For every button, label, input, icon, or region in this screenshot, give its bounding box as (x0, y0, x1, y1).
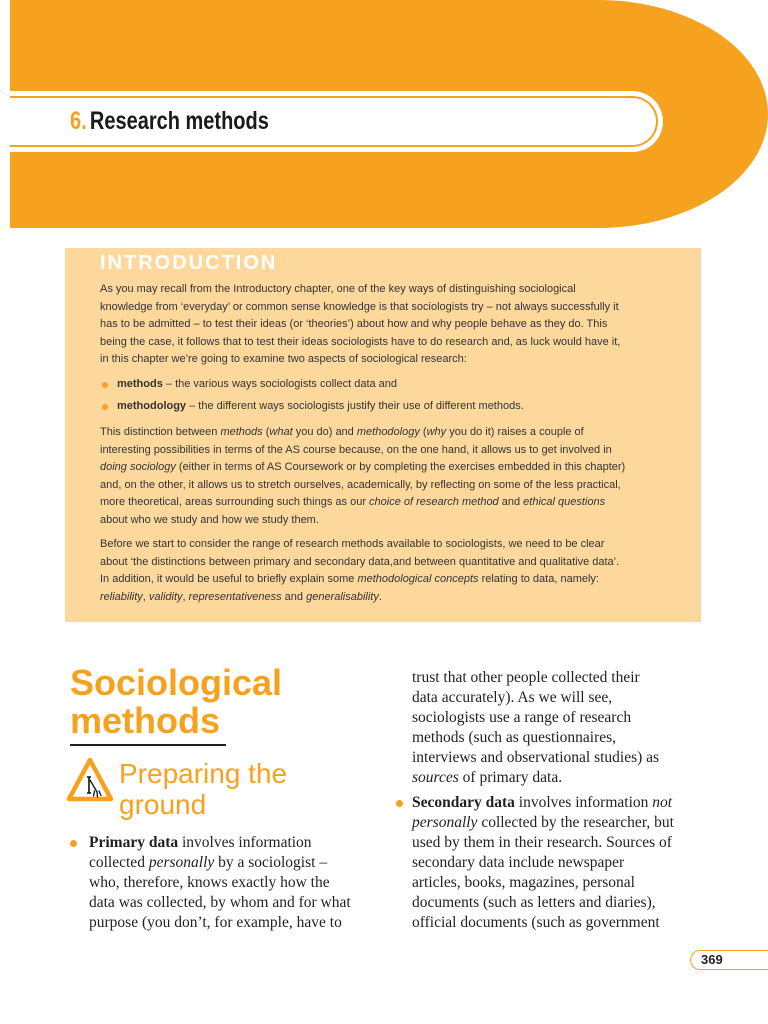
text-line (100, 589, 619, 607)
text-run: In addition, it would be useful to briefly explain some (100, 573, 358, 585)
text-run: and, on the other, it allows us to stretch ourselves, academically, by reflecting on some of the less practical, (100, 478, 621, 491)
text-run: about who we study and how we study them. (100, 513, 319, 526)
text-run: , (142, 590, 149, 603)
text-run: – the different ways sociologists justify their use of different methods. (186, 400, 524, 412)
section-heading (70, 664, 282, 740)
text-line (100, 281, 620, 299)
text-run: – the various ways sociologists collect data and (162, 378, 398, 390)
text-line (412, 668, 659, 688)
text-line (100, 316, 620, 334)
text-run: you do it) raises a couple of (446, 426, 584, 438)
page-number: 369 (701, 952, 723, 967)
italic-text: methodological concepts (357, 573, 479, 585)
text-line (100, 554, 619, 572)
italic-text: validity (148, 590, 183, 603)
text-line (100, 424, 625, 442)
text-run: interesting possibilities in terms of the AS course because, on the one hand, it allows us to get involved in (100, 443, 612, 456)
text-line (89, 833, 351, 853)
text-line (412, 768, 659, 788)
text-line (412, 853, 674, 873)
introduction-paragraph-1 (100, 281, 620, 369)
text-run: about ‘the distinctions between primary and secondary data,and between quantitative and qualitative data’. (100, 555, 620, 568)
italic-text: methods (220, 426, 263, 438)
text-line (412, 913, 674, 933)
subheading (119, 758, 287, 820)
text-run: by a sociologist – (214, 854, 328, 871)
bold-text: methods (117, 378, 163, 390)
bold-text: methodology (117, 400, 187, 412)
text-line (89, 913, 351, 933)
italic-text: not (652, 794, 673, 811)
italic-text: doing sociology (100, 461, 176, 473)
chapter-title (70, 106, 269, 136)
text-run: This distinction between (100, 426, 221, 438)
text-run: (either in terms of AS Coursework or by completing the exercises embedded in this chapter) (175, 461, 626, 473)
text-run: and (281, 590, 307, 603)
text-run: collected (89, 854, 149, 871)
text-run: collected by the researcher, but (477, 814, 674, 831)
text-line (412, 833, 674, 853)
italic-text: reliability (100, 590, 143, 603)
chapter-number: 6. (70, 107, 87, 135)
text-run: ( (262, 426, 270, 438)
subheading-line: Preparing the (119, 758, 288, 789)
introduction-bullet-methodology (117, 398, 524, 416)
text-line (100, 494, 625, 512)
italic-text: ethical questions (523, 496, 606, 508)
introduction-paragraph-3 (100, 536, 619, 606)
text-line (100, 351, 620, 369)
text-line (100, 512, 625, 530)
text-run: ( (419, 426, 427, 438)
bold-text: Primary data (89, 834, 179, 851)
primary-data-text-column-1 (89, 833, 351, 933)
italic-text: choice of research method (369, 496, 499, 508)
text-run: relating to data, namely: (478, 573, 599, 585)
text-run: involves information (178, 834, 312, 851)
text-run: in this chapter we’re going to examine two aspects of sociological research: (100, 353, 467, 365)
bullet-icon (102, 404, 108, 410)
text-run: methods (such as questionnaires, (412, 729, 617, 746)
text-run: official documents (such as government (412, 914, 660, 931)
text-run: articles, books, magazines, personal (412, 874, 635, 891)
text-line (412, 813, 674, 833)
text-run: used by them in their research. Sources of (412, 834, 672, 851)
text-line (412, 873, 674, 893)
text-line (412, 708, 659, 728)
text-run: more theoretical, areas surrounding such things as our (100, 496, 370, 508)
text-run: data accurately). As we will see, (412, 689, 613, 706)
text-line (117, 376, 397, 394)
italic-text: methodology (356, 426, 420, 438)
text-run: sociologists use a range of research (412, 709, 632, 726)
text-run: As you may recall from the Introductory chapter, one of the key ways of distinguishing sociological (100, 283, 576, 295)
text-line (89, 853, 351, 873)
text-run: you do) and (292, 426, 357, 438)
italic-text: why (426, 426, 447, 438)
triangle-sign-graphic (66, 756, 114, 803)
introduction-bullet-methods (117, 376, 397, 394)
chapter-title-text: Research methods (89, 107, 269, 135)
text-run: of primary data. (458, 769, 563, 786)
text-run: secondary data include newspaper (412, 854, 625, 871)
text-line (412, 793, 674, 813)
text-run: . (378, 590, 382, 603)
text-run: interviews and observational studies) as (412, 749, 660, 766)
section-heading-rule (70, 744, 226, 746)
italic-text: what (269, 426, 293, 438)
text-run: Before we start to consider the range of research methods available to sociologists, we need to be clear (100, 538, 605, 550)
text-run: purpose (you don’t, for example, have to (89, 914, 342, 931)
text-run: data was collected, by whom and for what (89, 894, 351, 911)
italic-text: generalisability (306, 590, 379, 603)
triangle-sign-icon (66, 756, 114, 803)
subheading-line: ground (119, 789, 207, 820)
bullet-icon (102, 382, 108, 388)
italic-text: sources (412, 769, 459, 786)
text-line (412, 688, 659, 708)
text-line (100, 299, 620, 317)
text-run: documents (such as letters and diaries), (412, 894, 656, 911)
text-run: knowledge from ‘everyday’ or common sense knowledge is that sociologists try – not always successfully it (100, 300, 619, 313)
section-heading-line: Sociological (70, 662, 283, 703)
text-line (100, 459, 625, 477)
text-line (100, 477, 625, 495)
text-run: , (182, 590, 189, 603)
text-line (412, 748, 659, 768)
text-run: being the case, it follows that to test their ideas sociologists have to do research and, as luck would have it, (100, 335, 621, 348)
introduction-heading: INTRODUCTION (100, 252, 278, 274)
bullet-icon (70, 840, 77, 847)
text-line (117, 398, 524, 416)
text-run: who, therefore, knows exactly how the (89, 874, 330, 891)
bold-text: Secondary data (412, 794, 515, 811)
text-line (89, 873, 351, 893)
text-line (89, 893, 351, 913)
secondary-data-text (412, 793, 674, 933)
text-line (412, 728, 659, 748)
italic-text: representativeness (188, 590, 282, 603)
text-run: and (498, 496, 524, 508)
italic-text: personally (148, 854, 215, 871)
text-line (100, 334, 620, 352)
text-run: involves information (514, 794, 653, 811)
bullet-icon (396, 800, 403, 807)
text-line (412, 893, 674, 913)
primary-data-text-column-2 (412, 668, 659, 788)
section-heading-line: methods (70, 700, 221, 741)
italic-text: personally (412, 814, 478, 831)
text-line (100, 442, 625, 460)
text-run: has to be admitted – to test their ideas (or ‘theories’) about how and why people behave as they do. This (100, 318, 608, 330)
introduction-paragraph-2 (100, 424, 625, 529)
text-line (100, 536, 619, 554)
text-line (100, 571, 619, 589)
text-run: trust that other people collected their (412, 669, 640, 686)
